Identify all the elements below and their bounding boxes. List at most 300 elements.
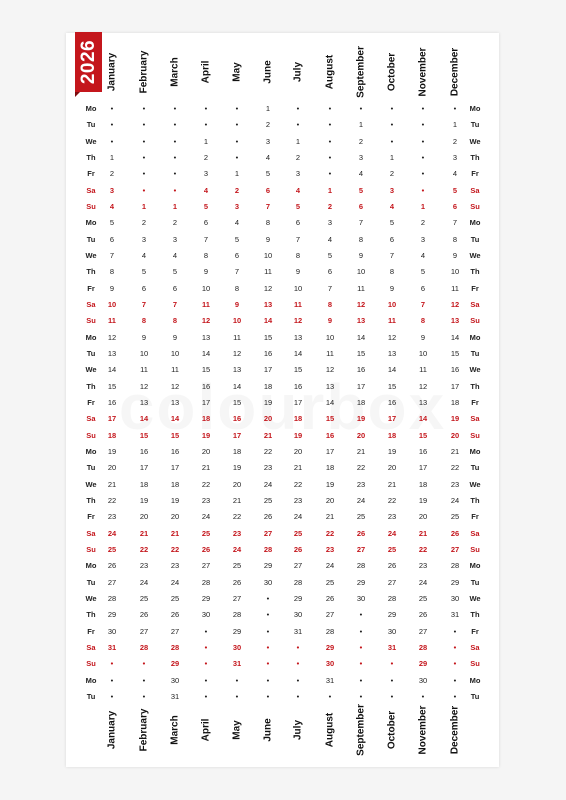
- day-cell: 10: [232, 316, 242, 326]
- day-cell: 6: [109, 234, 115, 244]
- weekday-label-left: Sa: [86, 528, 96, 538]
- day-cell: 24: [232, 544, 242, 554]
- day-cell: 17: [232, 430, 242, 440]
- day-cell: 31: [293, 626, 303, 636]
- day-cell: 11: [202, 299, 210, 309]
- day-cell: 26: [107, 561, 117, 571]
- day-cell: 5: [327, 250, 333, 260]
- day-cell: 9: [109, 283, 115, 293]
- day-cell: 11: [388, 316, 396, 326]
- day-cell: 16: [201, 381, 211, 391]
- weekday-label-right: Mo: [469, 561, 481, 571]
- day-cell: 28: [325, 626, 335, 636]
- empty-cell: •: [453, 642, 457, 652]
- day-cell: 28: [139, 642, 149, 652]
- day-cell: 7: [389, 250, 395, 260]
- empty-cell: •: [235, 152, 239, 162]
- day-cell: 18: [387, 430, 397, 440]
- day-cell: 28: [263, 544, 273, 554]
- day-cell: 16: [170, 446, 180, 456]
- month-name: June: [262, 60, 274, 84]
- day-cell: 9: [327, 316, 333, 326]
- day-cell: 3: [327, 218, 333, 228]
- day-cell: 30: [107, 626, 117, 636]
- day-cell: 5: [389, 218, 395, 228]
- day-cell: 16: [418, 446, 428, 456]
- empty-cell: •: [110, 691, 114, 701]
- day-cell: 19: [387, 446, 397, 456]
- day-cell: 11: [264, 267, 272, 277]
- weekday-label-right: Su: [470, 430, 480, 440]
- day-cell: 1: [389, 152, 395, 162]
- day-cell: 24: [263, 479, 273, 489]
- day-cell: 14: [139, 414, 149, 424]
- empty-cell: •: [328, 104, 332, 113]
- day-cell: 10: [418, 348, 428, 358]
- day-cell: 13: [170, 397, 180, 407]
- day-cell: 13: [418, 397, 428, 407]
- day-cell: 4: [389, 201, 395, 211]
- empty-cell: •: [359, 610, 363, 620]
- empty-cell: •: [421, 691, 425, 701]
- day-cell: 8: [295, 250, 301, 260]
- empty-cell: •: [421, 152, 425, 162]
- day-cell: 31: [325, 675, 335, 685]
- empty-cell: •: [296, 642, 300, 652]
- day-cell: 26: [293, 544, 303, 554]
- day-cell: 7: [203, 234, 209, 244]
- day-cell: 29: [263, 561, 273, 571]
- day-cell: 15: [107, 381, 117, 391]
- day-cell: 4: [172, 250, 178, 260]
- weekday-label-right: Fr: [471, 626, 479, 636]
- day-cell: 4: [203, 185, 209, 195]
- empty-cell: •: [390, 675, 394, 685]
- weekday-label-left: Su: [86, 316, 96, 326]
- day-cell: 10: [450, 267, 460, 277]
- day-cell: 9: [420, 332, 426, 342]
- day-cell: 1: [327, 185, 333, 195]
- day-cell: 14: [325, 397, 335, 407]
- weekday-label-left: Sa: [86, 299, 96, 309]
- day-cell: 26: [418, 610, 428, 620]
- day-cell: 18: [139, 479, 149, 489]
- day-cell: 19: [139, 495, 149, 505]
- day-cell: 27: [201, 561, 211, 571]
- empty-cell: •: [235, 136, 239, 146]
- day-cell: 6: [389, 234, 395, 244]
- day-cell: 25: [170, 593, 180, 603]
- day-cell: 6: [141, 283, 147, 293]
- day-cell: 3: [203, 169, 209, 179]
- day-cell: 25: [325, 577, 335, 587]
- empty-cell: •: [421, 136, 425, 146]
- weekday-label-right: Sa: [470, 642, 480, 652]
- empty-cell: •: [390, 659, 394, 669]
- weekday-label-left: Th: [86, 381, 96, 391]
- watermark: [66, 370, 499, 444]
- day-cell: 16: [139, 446, 149, 456]
- day-cell: 9: [141, 332, 147, 342]
- empty-cell: •: [142, 104, 146, 113]
- month-name: April: [200, 60, 212, 84]
- day-cell: 8: [265, 218, 271, 228]
- day-cell: 15: [232, 397, 242, 407]
- empty-cell: •: [173, 185, 177, 195]
- day-cell: 16: [356, 365, 366, 375]
- month-name: August: [324, 54, 336, 90]
- day-cell: 3: [234, 201, 240, 211]
- day-cell: 30: [232, 642, 242, 652]
- empty-cell: •: [390, 691, 394, 701]
- weekday-label-left: Tu: [86, 463, 96, 473]
- day-cell: 31: [387, 642, 397, 652]
- day-cell: 2: [109, 169, 115, 179]
- day-cell: 9: [234, 299, 240, 309]
- day-cell: 10: [263, 250, 273, 260]
- weekday-label-right: We: [469, 479, 481, 489]
- day-cell: 15: [293, 365, 303, 375]
- day-cell: 19: [107, 446, 117, 456]
- day-cell: 15: [139, 430, 149, 440]
- day-cell: 23: [293, 495, 303, 505]
- day-cell: 7: [265, 201, 271, 211]
- day-cell: 22: [450, 463, 460, 473]
- day-cell: 6: [420, 283, 426, 293]
- day-cell: 20: [232, 479, 242, 489]
- weekday-label-right: Sa: [470, 528, 480, 538]
- day-cell: 25: [201, 528, 211, 538]
- weekday-label-left: Su: [86, 201, 96, 211]
- day-cell: 12: [387, 332, 397, 342]
- month-name: December: [449, 705, 461, 755]
- day-cell: 29: [418, 659, 428, 669]
- day-cell: 4: [327, 234, 333, 244]
- empty-cell: •: [204, 104, 208, 113]
- day-cell: 3: [172, 234, 178, 244]
- day-cell: 27: [170, 626, 180, 636]
- month-name: December: [449, 47, 461, 97]
- month-name: July: [292, 61, 304, 83]
- empty-cell: •: [142, 136, 146, 146]
- day-cell: 31: [232, 659, 242, 669]
- weekday-label-left: Th: [86, 152, 96, 162]
- day-cell: 26: [263, 512, 273, 522]
- month-name: February: [138, 708, 150, 752]
- day-cell: 4: [420, 250, 426, 260]
- day-cell: 3: [295, 169, 301, 179]
- day-cell: 21: [170, 528, 180, 538]
- day-cell: 30: [263, 577, 273, 587]
- day-cell: 23: [325, 544, 335, 554]
- day-cell: 5: [452, 185, 458, 195]
- day-cell: 5: [203, 201, 209, 211]
- day-cell: 22: [107, 495, 117, 505]
- day-cell: 18: [232, 446, 242, 456]
- empty-cell: •: [266, 610, 270, 620]
- day-cell: 23: [450, 479, 460, 489]
- weekday-label-left: We: [85, 250, 97, 260]
- day-cell: 2: [295, 152, 301, 162]
- day-cell: 6: [295, 218, 301, 228]
- month-name: February: [138, 50, 150, 94]
- day-cell: 26: [232, 577, 242, 587]
- day-cell: 27: [139, 626, 149, 636]
- day-cell: 4: [234, 218, 240, 228]
- empty-cell: •: [110, 659, 114, 669]
- day-cell: 13: [387, 348, 397, 358]
- day-cell: 31: [170, 691, 180, 701]
- day-cell: 8: [109, 267, 115, 277]
- day-cell: 3: [358, 152, 364, 162]
- day-cell: 30: [387, 626, 397, 636]
- weekday-label-right: Th: [470, 381, 480, 391]
- day-cell: 19: [170, 495, 180, 505]
- day-cell: 24: [107, 528, 117, 538]
- day-cell: 3: [141, 234, 147, 244]
- day-cell: 3: [389, 185, 395, 195]
- day-cell: 10: [356, 267, 366, 277]
- day-cell: 14: [232, 381, 242, 391]
- day-cell: 22: [139, 544, 149, 554]
- weekday-label-right: Su: [470, 316, 480, 326]
- empty-cell: •: [204, 626, 208, 636]
- day-cell: 7: [141, 299, 147, 309]
- weekday-label-left: Sa: [86, 185, 96, 195]
- day-cell: 27: [293, 561, 303, 571]
- empty-cell: •: [142, 691, 146, 701]
- day-cell: 18: [293, 414, 303, 424]
- weekday-label-left: Th: [86, 267, 96, 277]
- day-cell: 12: [139, 381, 149, 391]
- day-cell: 23: [263, 463, 273, 473]
- day-cell: 10: [139, 348, 149, 358]
- day-cell: 9: [295, 267, 301, 277]
- day-cell: 17: [139, 463, 149, 473]
- empty-cell: •: [173, 152, 177, 162]
- empty-cell: •: [453, 626, 457, 636]
- weekday-label-left: Fr: [87, 283, 95, 293]
- weekday-label-left: Su: [86, 659, 96, 669]
- day-cell: 18: [450, 397, 460, 407]
- day-cell: 16: [232, 414, 242, 424]
- day-cell: 10: [170, 348, 180, 358]
- day-cell: 1: [265, 104, 271, 113]
- day-cell: 15: [356, 348, 366, 358]
- day-cell: 11: [140, 365, 148, 375]
- month-name: April: [200, 718, 212, 742]
- empty-cell: •: [266, 626, 270, 636]
- day-cell: 23: [201, 495, 211, 505]
- day-cell: 24: [201, 512, 211, 522]
- empty-cell: •: [173, 120, 177, 130]
- day-cell: 10: [387, 299, 397, 309]
- day-cell: 28: [450, 561, 460, 571]
- empty-cell: •: [359, 626, 363, 636]
- day-cell: 7: [327, 283, 333, 293]
- empty-cell: •: [142, 120, 146, 130]
- empty-cell: •: [296, 691, 300, 701]
- day-cell: 29: [450, 577, 460, 587]
- day-cell: 2: [389, 169, 395, 179]
- day-cell: 20: [325, 495, 335, 505]
- day-cell: 2: [172, 218, 178, 228]
- weekday-label-left: Tu: [86, 234, 96, 244]
- weekday-label-left: Tu: [86, 348, 96, 358]
- weekday-label-right: We: [469, 593, 481, 603]
- day-cell: 14: [293, 348, 303, 358]
- empty-cell: •: [266, 659, 270, 669]
- month-name: August: [324, 712, 336, 748]
- weekday-label-left: Th: [86, 610, 96, 620]
- day-cell: 25: [293, 528, 303, 538]
- month-name: March: [169, 57, 181, 87]
- day-cell: 12: [232, 348, 242, 358]
- weekday-label-right: Mo: [469, 675, 481, 685]
- month-name: May: [231, 720, 243, 740]
- day-cell: 18: [201, 414, 211, 424]
- day-cell: 20: [170, 512, 180, 522]
- day-cell: 7: [234, 267, 240, 277]
- month-name: March: [169, 715, 181, 745]
- day-cell: 21: [325, 512, 335, 522]
- empty-cell: •: [142, 675, 146, 685]
- day-cell: 29: [170, 659, 180, 669]
- day-cell: 27: [263, 528, 273, 538]
- day-cell: 13: [107, 348, 117, 358]
- day-cell: 3: [265, 136, 271, 146]
- day-cell: 12: [356, 299, 366, 309]
- day-cell: 22: [293, 479, 303, 489]
- day-cell: 18: [325, 463, 335, 473]
- empty-cell: •: [142, 169, 146, 179]
- day-cell: 11: [451, 283, 459, 293]
- day-cell: 29: [325, 642, 335, 652]
- day-cell: 20: [139, 512, 149, 522]
- weekday-label-left: Mo: [85, 446, 97, 456]
- weekday-label-right: Mo: [469, 218, 481, 228]
- day-cell: 28: [232, 610, 242, 620]
- day-cell: 1: [172, 201, 178, 211]
- day-cell: 12: [170, 381, 180, 391]
- day-cell: 15: [450, 348, 460, 358]
- empty-cell: •: [235, 104, 239, 113]
- day-cell: 21: [293, 463, 303, 473]
- empty-cell: •: [421, 169, 425, 179]
- day-cell: 21: [356, 446, 366, 456]
- day-cell: 29: [293, 593, 303, 603]
- day-cell: 20: [263, 414, 273, 424]
- empty-cell: •: [296, 675, 300, 685]
- day-cell: 24: [139, 577, 149, 587]
- day-cell: 1: [358, 120, 364, 130]
- empty-cell: •: [328, 136, 332, 146]
- day-cell: 8: [358, 234, 364, 244]
- day-cell: 6: [358, 201, 364, 211]
- day-cell: 22: [356, 463, 366, 473]
- day-cell: 7: [172, 299, 178, 309]
- empty-cell: •: [266, 675, 270, 685]
- empty-cell: •: [173, 104, 177, 113]
- empty-cell: •: [296, 104, 300, 113]
- day-cell: 10: [201, 283, 211, 293]
- empty-cell: •: [204, 659, 208, 669]
- day-cell: 27: [107, 577, 117, 587]
- day-cell: 13: [356, 316, 366, 326]
- day-cell: 27: [450, 544, 460, 554]
- day-cell: 18: [263, 381, 273, 391]
- day-cell: 20: [201, 446, 211, 456]
- day-cell: 24: [170, 577, 180, 587]
- weekday-label-right: Sa: [470, 414, 480, 424]
- weekday-label-right: Fr: [471, 283, 479, 293]
- day-cell: 18: [356, 397, 366, 407]
- day-cell: 29: [356, 577, 366, 587]
- day-cell: 16: [325, 430, 335, 440]
- day-cell: 1: [141, 201, 147, 211]
- day-cell: 3: [420, 234, 426, 244]
- empty-cell: •: [235, 691, 239, 701]
- empty-cell: •: [235, 675, 239, 685]
- day-cell: 8: [452, 234, 458, 244]
- day-cell: 25: [387, 544, 397, 554]
- empty-cell: •: [359, 104, 363, 113]
- day-cell: 7: [452, 218, 458, 228]
- month-name: January: [106, 52, 118, 92]
- weekday-label-left: Th: [86, 495, 96, 505]
- empty-cell: •: [142, 659, 146, 669]
- day-cell: 25: [139, 593, 149, 603]
- weekday-label-right: Th: [470, 610, 480, 620]
- day-cell: 17: [325, 446, 335, 456]
- empty-cell: •: [296, 120, 300, 130]
- day-cell: 12: [418, 381, 428, 391]
- day-cell: 26: [170, 610, 180, 620]
- empty-cell: •: [235, 120, 239, 130]
- day-cell: 6: [265, 185, 271, 195]
- day-cell: 12: [107, 332, 117, 342]
- day-cell: 24: [293, 512, 303, 522]
- day-cell: 22: [201, 479, 211, 489]
- day-cell: 26: [139, 610, 149, 620]
- empty-cell: •: [328, 152, 332, 162]
- day-cell: 26: [450, 528, 460, 538]
- day-cell: 13: [139, 397, 149, 407]
- empty-cell: •: [266, 691, 270, 701]
- day-cell: 22: [263, 446, 273, 456]
- weekday-label-right: Su: [470, 544, 480, 554]
- day-cell: 14: [170, 414, 180, 424]
- weekday-label-right: Mo: [469, 446, 481, 456]
- month-name: May: [231, 62, 243, 82]
- weekday-label-right: Tu: [470, 348, 480, 358]
- day-cell: 22: [232, 512, 242, 522]
- day-cell: 15: [263, 332, 273, 342]
- weekday-label-right: Fr: [471, 512, 479, 522]
- year-badge-fold: [75, 92, 80, 97]
- weekday-label-left: Fr: [87, 512, 95, 522]
- weekday-label-left: Tu: [86, 120, 96, 130]
- day-cell: 4: [141, 250, 147, 260]
- empty-cell: •: [421, 120, 425, 130]
- month-name: September: [355, 46, 367, 98]
- day-cell: 19: [293, 430, 303, 440]
- day-cell: 27: [387, 577, 397, 587]
- day-cell: 5: [295, 201, 301, 211]
- day-cell: 19: [418, 495, 428, 505]
- day-cell: 29: [387, 610, 397, 620]
- year-label: 2026: [77, 39, 99, 85]
